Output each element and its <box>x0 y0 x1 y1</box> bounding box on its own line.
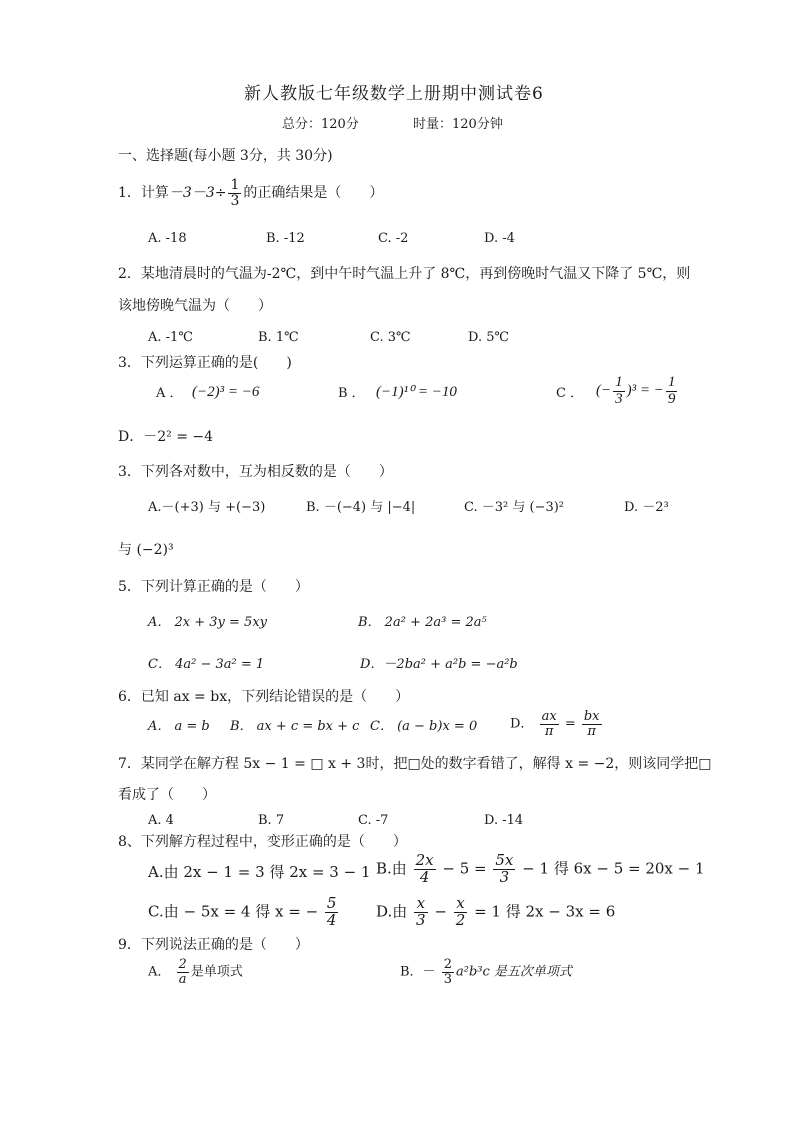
q5-option-b: B． 2a² + 2a³ = 2a⁵ <box>358 615 487 630</box>
q6-option-a: A． a = b <box>148 719 210 734</box>
q6-option-c: C． (a − b)x = 0 <box>370 719 478 734</box>
q3-option-a: (−2)³ = −6 <box>192 384 260 400</box>
q3-option-c: (− $\frac{1}{3}$ )³ = − $\frac{1}{9}$ <box>596 374 676 407</box>
q1-option-d: D. -4 <box>484 231 515 246</box>
q9-option-a: A． $\frac{2}{a}$ 是单项式 <box>148 957 243 987</box>
q2-option-b: B. 1℃ <box>258 330 299 345</box>
q2-option-a: A. -1℃ <box>148 330 193 345</box>
q1-option-a: A. -18 <box>148 231 187 246</box>
total-score: 总分：120分 <box>282 117 359 132</box>
q1-math: －3－3÷ <box>168 185 227 202</box>
q7-option-a: A. 4 <box>148 813 174 828</box>
question-3-stem: 3．下列运算正确的是( ) <box>118 355 292 371</box>
q7-option-b: B. 7 <box>258 813 285 828</box>
q3-option-b-label: B ． <box>338 386 365 401</box>
q3-option-a-label: A ． <box>156 386 183 401</box>
q5-option-a: A． 2x + 3y = 5xy <box>148 615 267 630</box>
q4-option-d: D. －2³ <box>624 500 669 515</box>
q8-option-b: B.由 $\frac{2x}{4}$ − 5 = $\frac{5x}{3}$ − 1 得 6x − 5 = 20x − 1 <box>376 851 705 886</box>
q2-option-d: D. 5℃ <box>468 330 510 345</box>
q4-option-b: B. －(−4) 与 |−4| <box>306 500 416 515</box>
q7-option-c: C. -7 <box>358 813 389 828</box>
question-7-line1: 7．某同学在解方程 5x − 1 = □ x + 3时，把□处的数字看错了，解得 x = −2，则该同学把□ <box>118 756 712 772</box>
q8-option-c: C.由 − 5x = 4 得 x = − $\frac{5}{4}$ <box>148 894 337 929</box>
question-2-line2: 该地傍晚气温为（ ） <box>118 298 272 314</box>
q9-option-b: B．－ $\frac{2}{3}$ a²b³c 是五次单项式 <box>400 957 572 987</box>
q8-option-d: D.由 $\frac{x}{3}$ − $\frac{x}{2}$ = 1 得 2x − 3x = 6 <box>376 894 616 929</box>
q1-option-c: C. -2 <box>378 231 409 246</box>
question-8-stem: 8、下列解方程过程中，变形正确的是（ ） <box>118 834 407 850</box>
q6-option-b: B． ax + c = bx + c <box>230 719 360 734</box>
q4-option-a: A.－(+3) 与 +(−3) <box>148 500 266 515</box>
question-4-stem: 3．下列各对数中，互为相反数的是（ ） <box>118 464 393 480</box>
q3-option-d: D．－2² = −4 <box>118 429 214 445</box>
q3-option-c-label: C ． <box>556 386 584 401</box>
q1-suffix: 的正确结果是（ ） <box>243 185 384 202</box>
q8-option-a: A.由 2x − 1 = 3 得 2x = 3 − 1 <box>148 863 371 881</box>
time-limit: 时量：120分钟 <box>413 117 503 132</box>
q7-option-d: D. -14 <box>484 813 524 828</box>
q1-prefix: 1．计算 <box>118 185 169 202</box>
q1-option-b: B. -12 <box>266 231 305 246</box>
question-7-line2: 看成了（ ） <box>118 787 216 803</box>
q2-option-c: C. 3℃ <box>370 330 411 345</box>
section-heading: 一、选择题(每小题 3分，共 30分) <box>118 148 333 164</box>
question-9-stem: 9．下列说法正确的是（ ） <box>118 937 309 953</box>
question-1-stem <box>118 178 383 208</box>
q5-option-c: C． 4a² − 3a² = 1 <box>148 657 265 672</box>
q1-fraction: $\frac{1}{3}$ <box>230 177 240 209</box>
q5-option-d: D．－2ba² + a²b = −a²b <box>360 657 518 672</box>
page-title: 新人教版七年级数学上册期中测试卷6 <box>244 84 544 104</box>
question-5-stem: 5．下列计算正确的是（ ） <box>118 579 309 595</box>
q6-option-d: D． $\frac{ax}{\pi}$ = $\frac{bx}{\pi}$ <box>510 709 600 739</box>
q3-option-b: (−1)¹⁰ = −10 <box>376 384 457 400</box>
q4-option-c: C. －3² 与 (−3)² <box>464 500 565 515</box>
question-6-stem: 6．已知 ax = bx，下列结论错误的是（ ） <box>118 689 410 705</box>
q4-option-d-continuation: 与 (−2)³ <box>118 542 174 558</box>
question-2-line1: 2．某地清晨时的气温为-2℃，到中午时气温上升了 8℃，再到傍晚时气温又下降了 5℃，则 <box>118 266 691 282</box>
